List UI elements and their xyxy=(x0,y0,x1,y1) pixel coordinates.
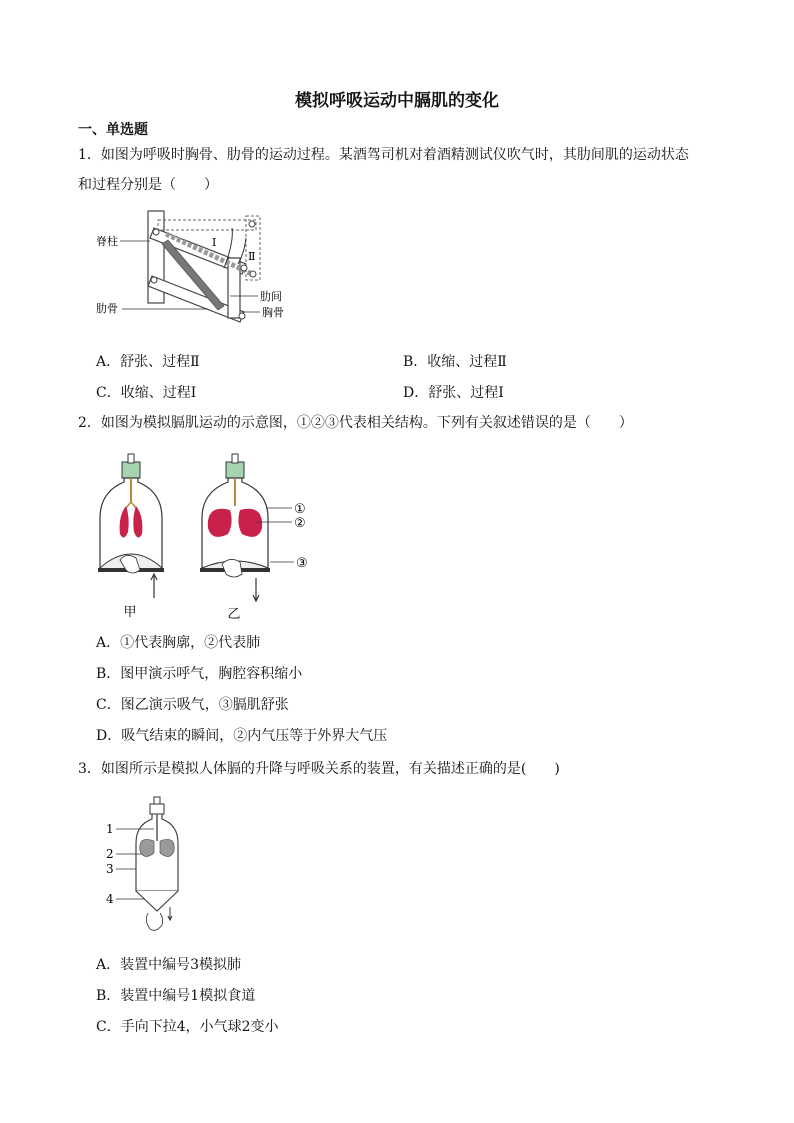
q3-option-c[interactable]: C．手向下拉4，小气球2变小 xyxy=(96,1019,279,1035)
page-title: 模拟呼吸运动中膈肌的变化 xyxy=(295,91,499,111)
process-1-label: Ⅰ xyxy=(212,236,217,249)
label-4: 4 xyxy=(106,892,114,906)
q2-option-d[interactable]: D．吸气结束的瞬间，②内气压等于外界大气压 xyxy=(96,728,388,744)
q1-option-b[interactable]: B．收缩、过程Ⅱ xyxy=(403,354,507,370)
q3-stem: 3．如图所示是模拟人体膈的升降与呼吸关系的装置，有关描述正确的是( ) xyxy=(78,761,560,777)
intercostal-label: 肋间 xyxy=(260,290,282,303)
marker-2: ② xyxy=(294,516,306,531)
label-3: 3 xyxy=(106,862,114,876)
process-2-label: Ⅱ xyxy=(248,250,256,263)
yi-label: 乙 xyxy=(227,607,241,622)
sternum-label: 胸骨 xyxy=(262,306,284,319)
spine-label: 脊柱 xyxy=(96,235,118,248)
rib-label: 肋骨 xyxy=(96,302,118,315)
section-heading: 一、单选题 xyxy=(78,122,148,138)
q1-option-a[interactable]: A．舒张、过程Ⅱ xyxy=(96,354,200,370)
q1-option-d[interactable]: D．舒张、过程Ⅰ xyxy=(403,385,504,401)
q1-figure-rib-movement xyxy=(96,208,306,338)
q2-figure-bell-jar xyxy=(96,452,326,624)
q1-option-c[interactable]: C．收缩、过程Ⅰ xyxy=(96,385,197,401)
q1-stem-line2: 和过程分别是（ ） xyxy=(78,177,218,193)
marker-3: ③ xyxy=(296,556,308,571)
q2-stem: 2．如图为模拟膈肌运动的示意图，①②③代表相关结构。下列有关叙述错误的是（ ） xyxy=(78,415,633,431)
q3-option-b[interactable]: B．装置中编号1模拟食道 xyxy=(96,988,256,1004)
q3-option-a[interactable]: A．装置中编号3模拟肺 xyxy=(96,957,242,973)
q2-option-b[interactable]: B．图甲演示呼气，胸腔容积缩小 xyxy=(96,666,303,682)
jia-label: 甲 xyxy=(123,605,137,620)
bell-jar-yi xyxy=(200,454,270,601)
q1-stem-line1: 1．如图为呼吸时胸骨、肋骨的运动过程。某酒驾司机对着酒精测试仪吹气时，其肋间肌的运动状态 xyxy=(78,147,689,163)
bell-jar-jia xyxy=(98,454,164,598)
label-2: 2 xyxy=(106,847,114,861)
q2-option-c[interactable]: C．图乙演示吸气，③膈肌舒张 xyxy=(96,697,289,713)
q2-option-a[interactable]: A．①代表胸廓，②代表肺 xyxy=(96,635,261,651)
marker-1: ① xyxy=(294,502,306,517)
q3-figure-diaphragm-model xyxy=(100,795,210,940)
label-1: 1 xyxy=(106,822,114,836)
